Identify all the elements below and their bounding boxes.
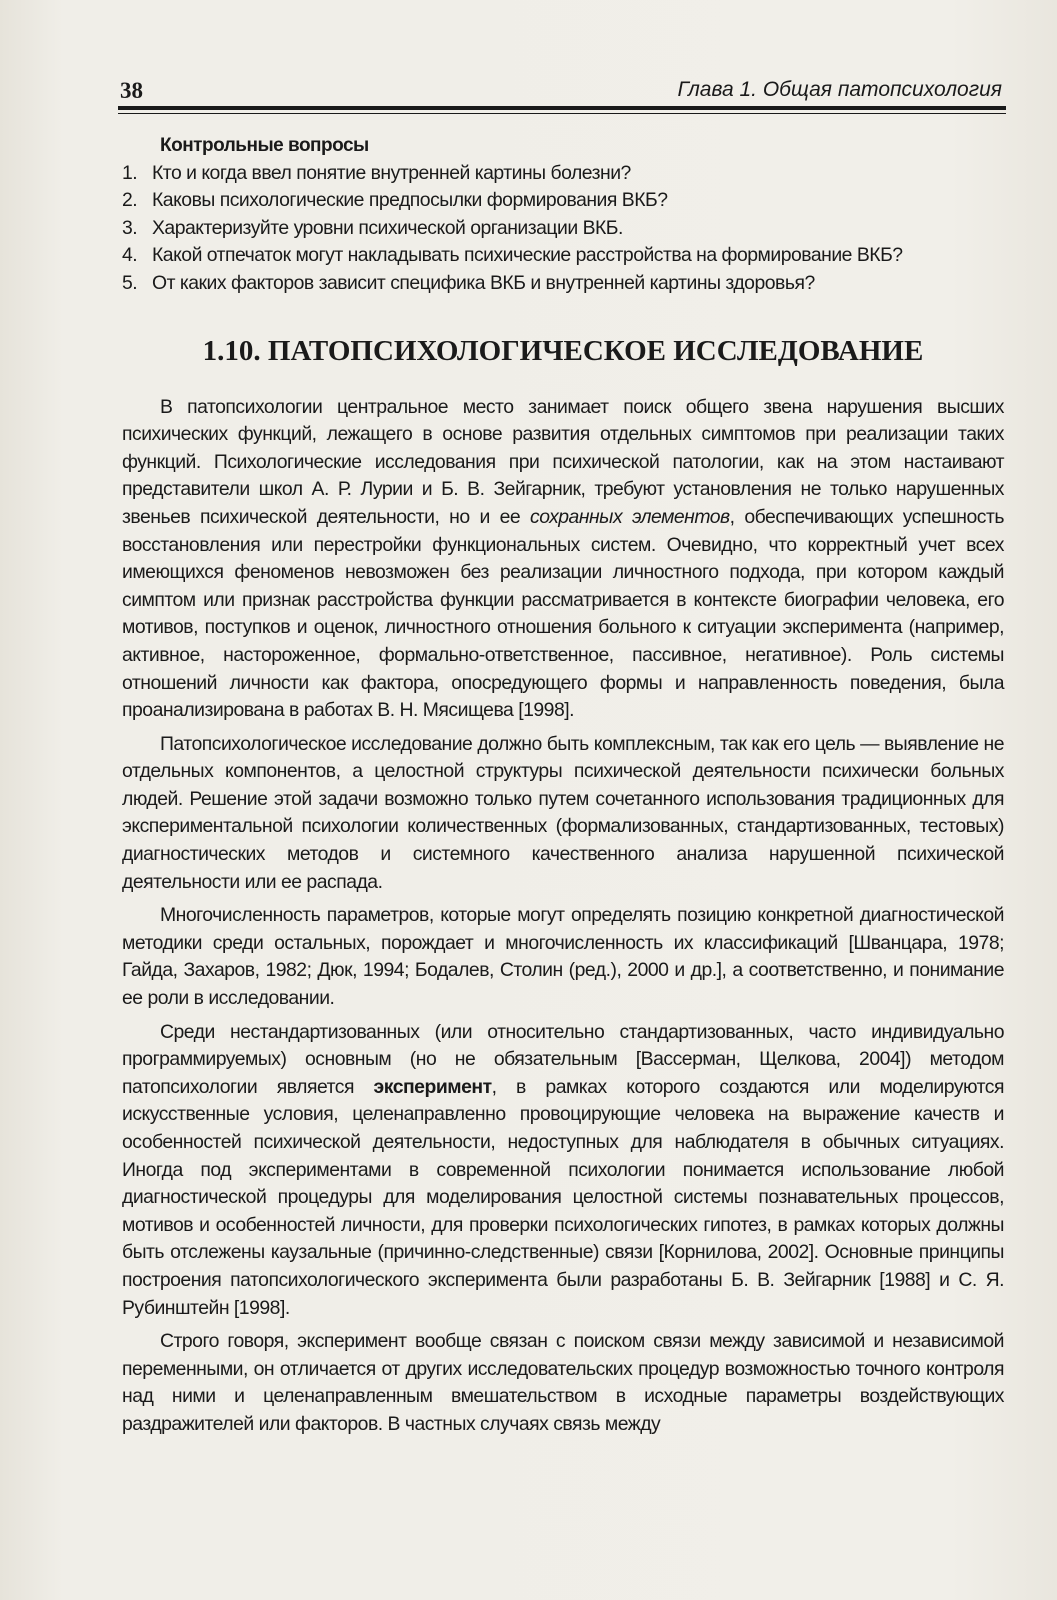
paragraph-2: Патопсихологическое исследование должно быть комплексным, так как его цель — выявление не отдельных компонентов, а целостной структуры психической деятельности психически больных людей. Решение этой задачи возможно только путем сочетанного использования традиционных для экспериментальной психологии количественных (формализованных, стандартизованных, тестовых) диагностических методов и системного качественного анализа нарушенной психической деятельности или ее распада. bbox=[122, 732, 1004, 893]
header-rule-thick bbox=[118, 106, 1006, 110]
page-number: 38 bbox=[120, 78, 143, 103]
paragraph-1-text-b: , обеспечивающих успешность восстановления или перестройки функциональных систем. Очевидно, что корректный учет всех имеющихся феноменов невозможен без реализации личностного подхода, при котором каждый симптом или признак расстройства функции рассматривается в контексте биографии человека, его мотивов, поступков и оценок, личностного отношения больного к ситуации эксперимента (например, активное, настороженное, формально-ответственное, пассивное, негативное). Роль системы отношений личности как фактора, опосредующего формы и направленность поведения, была проанализирована в работах В. Н. Мясищева [1998]. bbox=[122, 505, 1004, 722]
paragraph-4-text-a: Среди нестандартизованных (или относительно стандартизованных, часто индивидуально программируемых) основным (но не обязательным [Вассерман, Щелкова, 2004]) методом патопсихологии является bbox=[122, 1020, 1004, 1098]
section-title: 1.10. ПАТОПСИХОЛОГИЧЕСКОЕ ИССЛЕДОВАНИЕ bbox=[202, 334, 924, 367]
question-number: 3. bbox=[122, 216, 138, 239]
question-number: 2. bbox=[122, 189, 138, 212]
paragraph-1-text-a: В патопсихологии центральное место занимает поиск общего звена нарушения высших психических функций, лежащего в основе развития отдельных симптомов при реализации таких функций. Психологические исследования при психической патологии, как на этом настаивают представители школ А. Р. Лурии и Б. В. Зейгарник, требуют установления не только нарушенных звеньев психической деятельности, но и ее bbox=[122, 395, 1004, 528]
paragraph-5: Строго говоря, эксперимент вообще связан с поиском связи между зависимой и независимой переменными, он отличается от других исследовательских процедур возможностью точного контроля над ними и целенаправленным вмешательством в исходные параметры воздействующих раздражителей или факторов. В частных случаях связь между bbox=[122, 1330, 1004, 1435]
question-number: 1. bbox=[122, 161, 138, 184]
question-text: Кто и когда ввел понятие внутренней картины болезни? bbox=[152, 161, 631, 184]
header-rule-thin bbox=[118, 113, 1006, 114]
question-item bbox=[122, 270, 1004, 298]
paragraph-4-bold-term: эксперимент bbox=[373, 1075, 492, 1098]
question-item bbox=[122, 187, 1004, 215]
question-text: От каких факторов зависит специфика ВКБ и внутренней картины здоровья? bbox=[152, 271, 815, 294]
question-number: 5. bbox=[122, 271, 138, 294]
question-item bbox=[122, 242, 1004, 270]
page-content bbox=[122, 132, 1004, 1445]
page-header bbox=[118, 72, 1006, 106]
question-item bbox=[122, 215, 1004, 243]
paragraph-4-text-b: , в рамках которого создаются или моделируются искусственные условия, целенаправленно провоцирующие человека на выражение качеств и особенностей психической деятельности, недоступных для наблюдателя в обычных ситуациях. Иногда под экспериментами в современной психологии понимается использование любой диагностической процедуры для моделирования целостной системы познавательных процессов, мотивов и особенностей личности, для проверки психологических гипотез, в рамках которых должны быть отслежены каузальные (причинно-следственные) связи [Корнилова, 2002]. Основные принципы построения патопсихологического эксперимента были разработаны Б. В. Зейгарник [1988] и С. Я. Рубинштейн [1998]. bbox=[122, 1075, 1004, 1319]
paragraph-3: Многочисленность параметров, которые могут определять позицию конкретной диагностической методики среди остальных, порождает и многочисленность их классификаций [Шванцара, 1978; Гайда, Захаров, 1982; Дюк, 1994; Бодалев, Столин (ред.), 2000 и др.], а соответственно, и понимание ее роли в исследовании. bbox=[122, 904, 1004, 1010]
control-questions-heading: Контрольные вопросы bbox=[160, 135, 369, 156]
question-text: Какой отпечаток могут накладывать психические расстройства на формирование ВКБ? bbox=[152, 244, 903, 267]
question-number: 4. bbox=[122, 244, 138, 267]
question-text: Характеризуйте уровни психической организации ВКБ. bbox=[152, 216, 623, 239]
paragraph-1 bbox=[122, 394, 1004, 725]
question-text: Каковы психологические предпосылки формирования ВКБ? bbox=[152, 189, 668, 212]
question-item bbox=[122, 160, 1004, 188]
paragraph-4 bbox=[122, 1019, 1004, 1323]
running-title: Глава 1. Общая патопсихология bbox=[677, 78, 1002, 101]
control-questions-list bbox=[122, 160, 1004, 298]
paragraph-1-emphasis: сохранных элементов bbox=[530, 505, 730, 528]
